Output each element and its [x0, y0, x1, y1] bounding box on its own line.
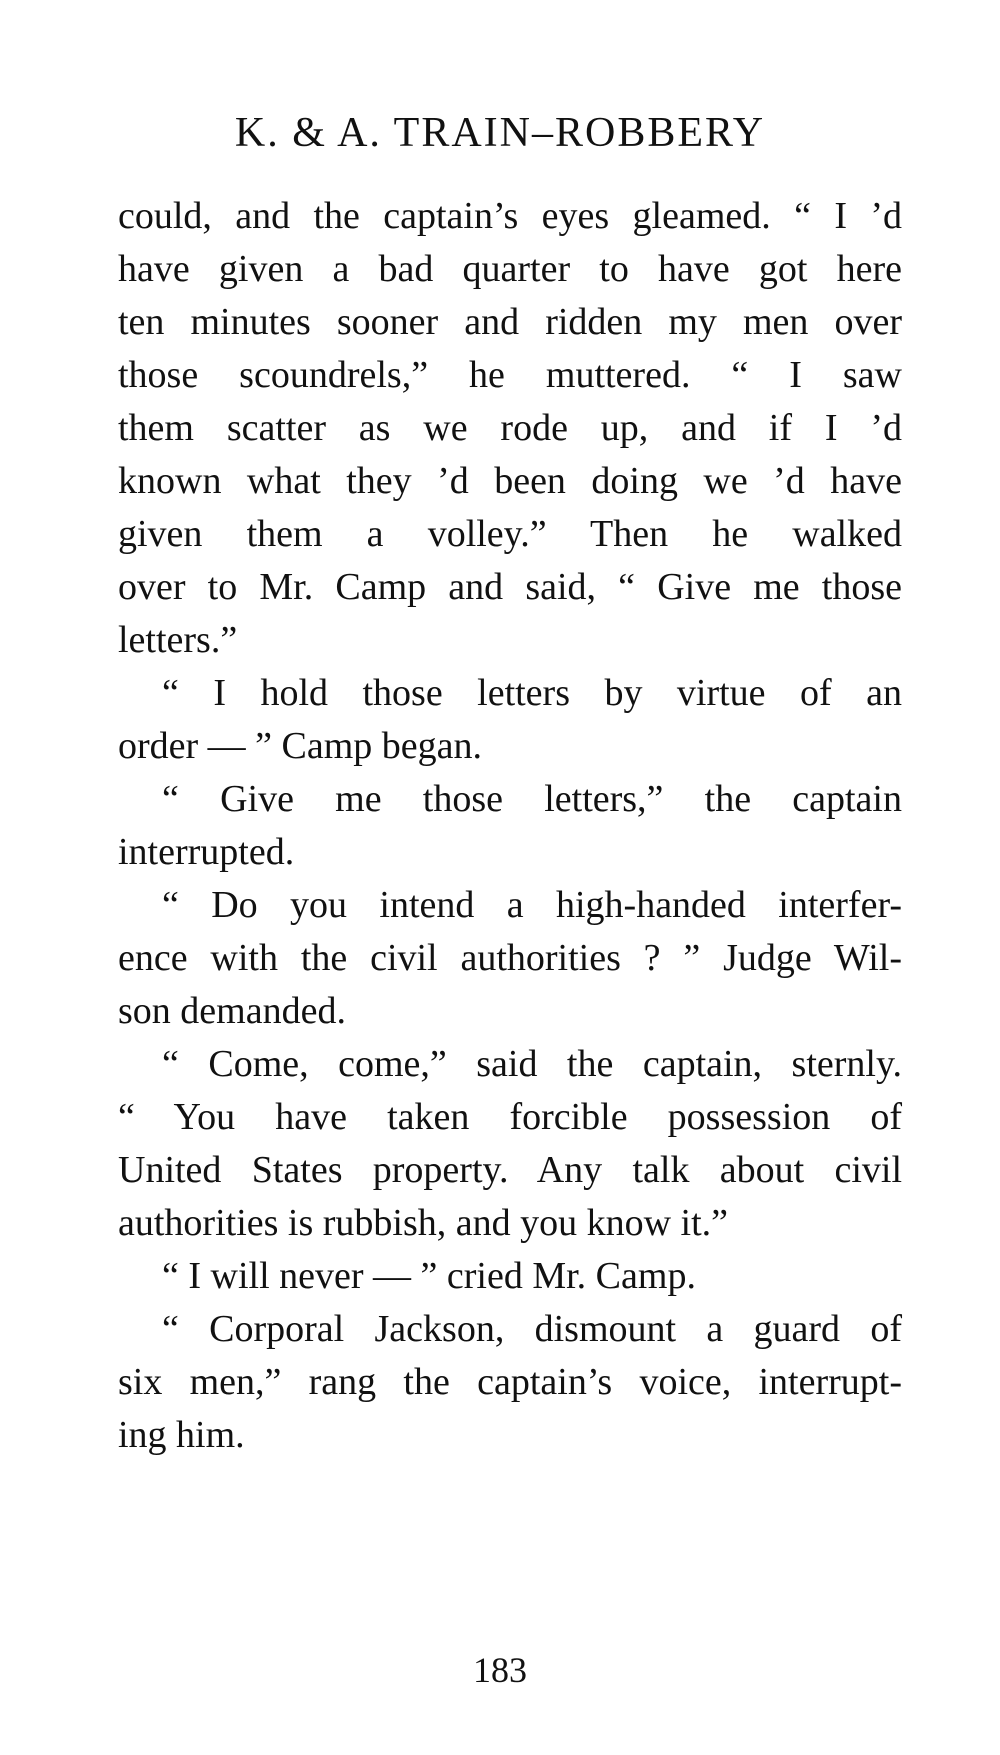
paragraph: [118, 879, 902, 1038]
text-line: “ Give me those letters,” the captain: [162, 778, 902, 820]
text-line: order — ” Camp began.: [118, 725, 483, 767]
text-line: “ I hold those letters by virtue of an: [162, 672, 902, 714]
paragraph: [118, 190, 902, 667]
paragraph: [118, 1250, 902, 1303]
text-line: interrupted.: [118, 831, 295, 873]
text-line: authorities is rubbish, and you know it.”: [118, 1202, 729, 1244]
text-line: United States property. Any talk about civil: [118, 1149, 902, 1191]
text-line: ing him.: [118, 1414, 245, 1456]
text-line: known what they ’d been doing we ’d have: [118, 460, 902, 502]
text-line: those scoundrels,” he muttered. “ I saw: [118, 354, 902, 396]
text-line: six men,” rang the captain’s voice, interrupt-: [118, 1361, 902, 1403]
text-line: “ Come, come,” said the captain, sternly.: [162, 1043, 902, 1085]
text-line: “ I will never — ” cried Mr. Camp.: [162, 1255, 696, 1297]
paragraph: [118, 1038, 902, 1250]
body-text: [118, 190, 902, 1462]
text-line: ence with the civil authorities ? ” Judge Wil-: [118, 937, 902, 979]
paragraph: [118, 1303, 902, 1462]
text-line: ten minutes sooner and ridden my men over: [118, 301, 902, 343]
text-line: son demanded.: [118, 990, 346, 1032]
text-line: could, and the captain’s eyes gleamed. “ I ’d: [118, 195, 902, 237]
text-line: given them a volley.” Then he walked: [118, 513, 902, 555]
text-line: “ Do you intend a high-handed interfer-: [162, 884, 902, 926]
text-line: have given a bad quarter to have got here: [118, 248, 902, 290]
text-line: them scatter as we rode up, and if I ’d: [118, 407, 902, 449]
paragraph: [118, 667, 902, 773]
page-number: 183: [473, 1650, 527, 1690]
text-line: letters.”: [118, 619, 238, 661]
text-line: over to Mr. Camp and said, “ Give me those: [118, 566, 902, 608]
running-head: K. & A. TRAIN–ROBBERY: [234, 110, 766, 156]
text-line: “ Corporal Jackson, dismount a guard of: [162, 1308, 902, 1350]
paragraph: [118, 773, 902, 879]
text-line: “ You have taken forcible possession of: [118, 1096, 902, 1138]
